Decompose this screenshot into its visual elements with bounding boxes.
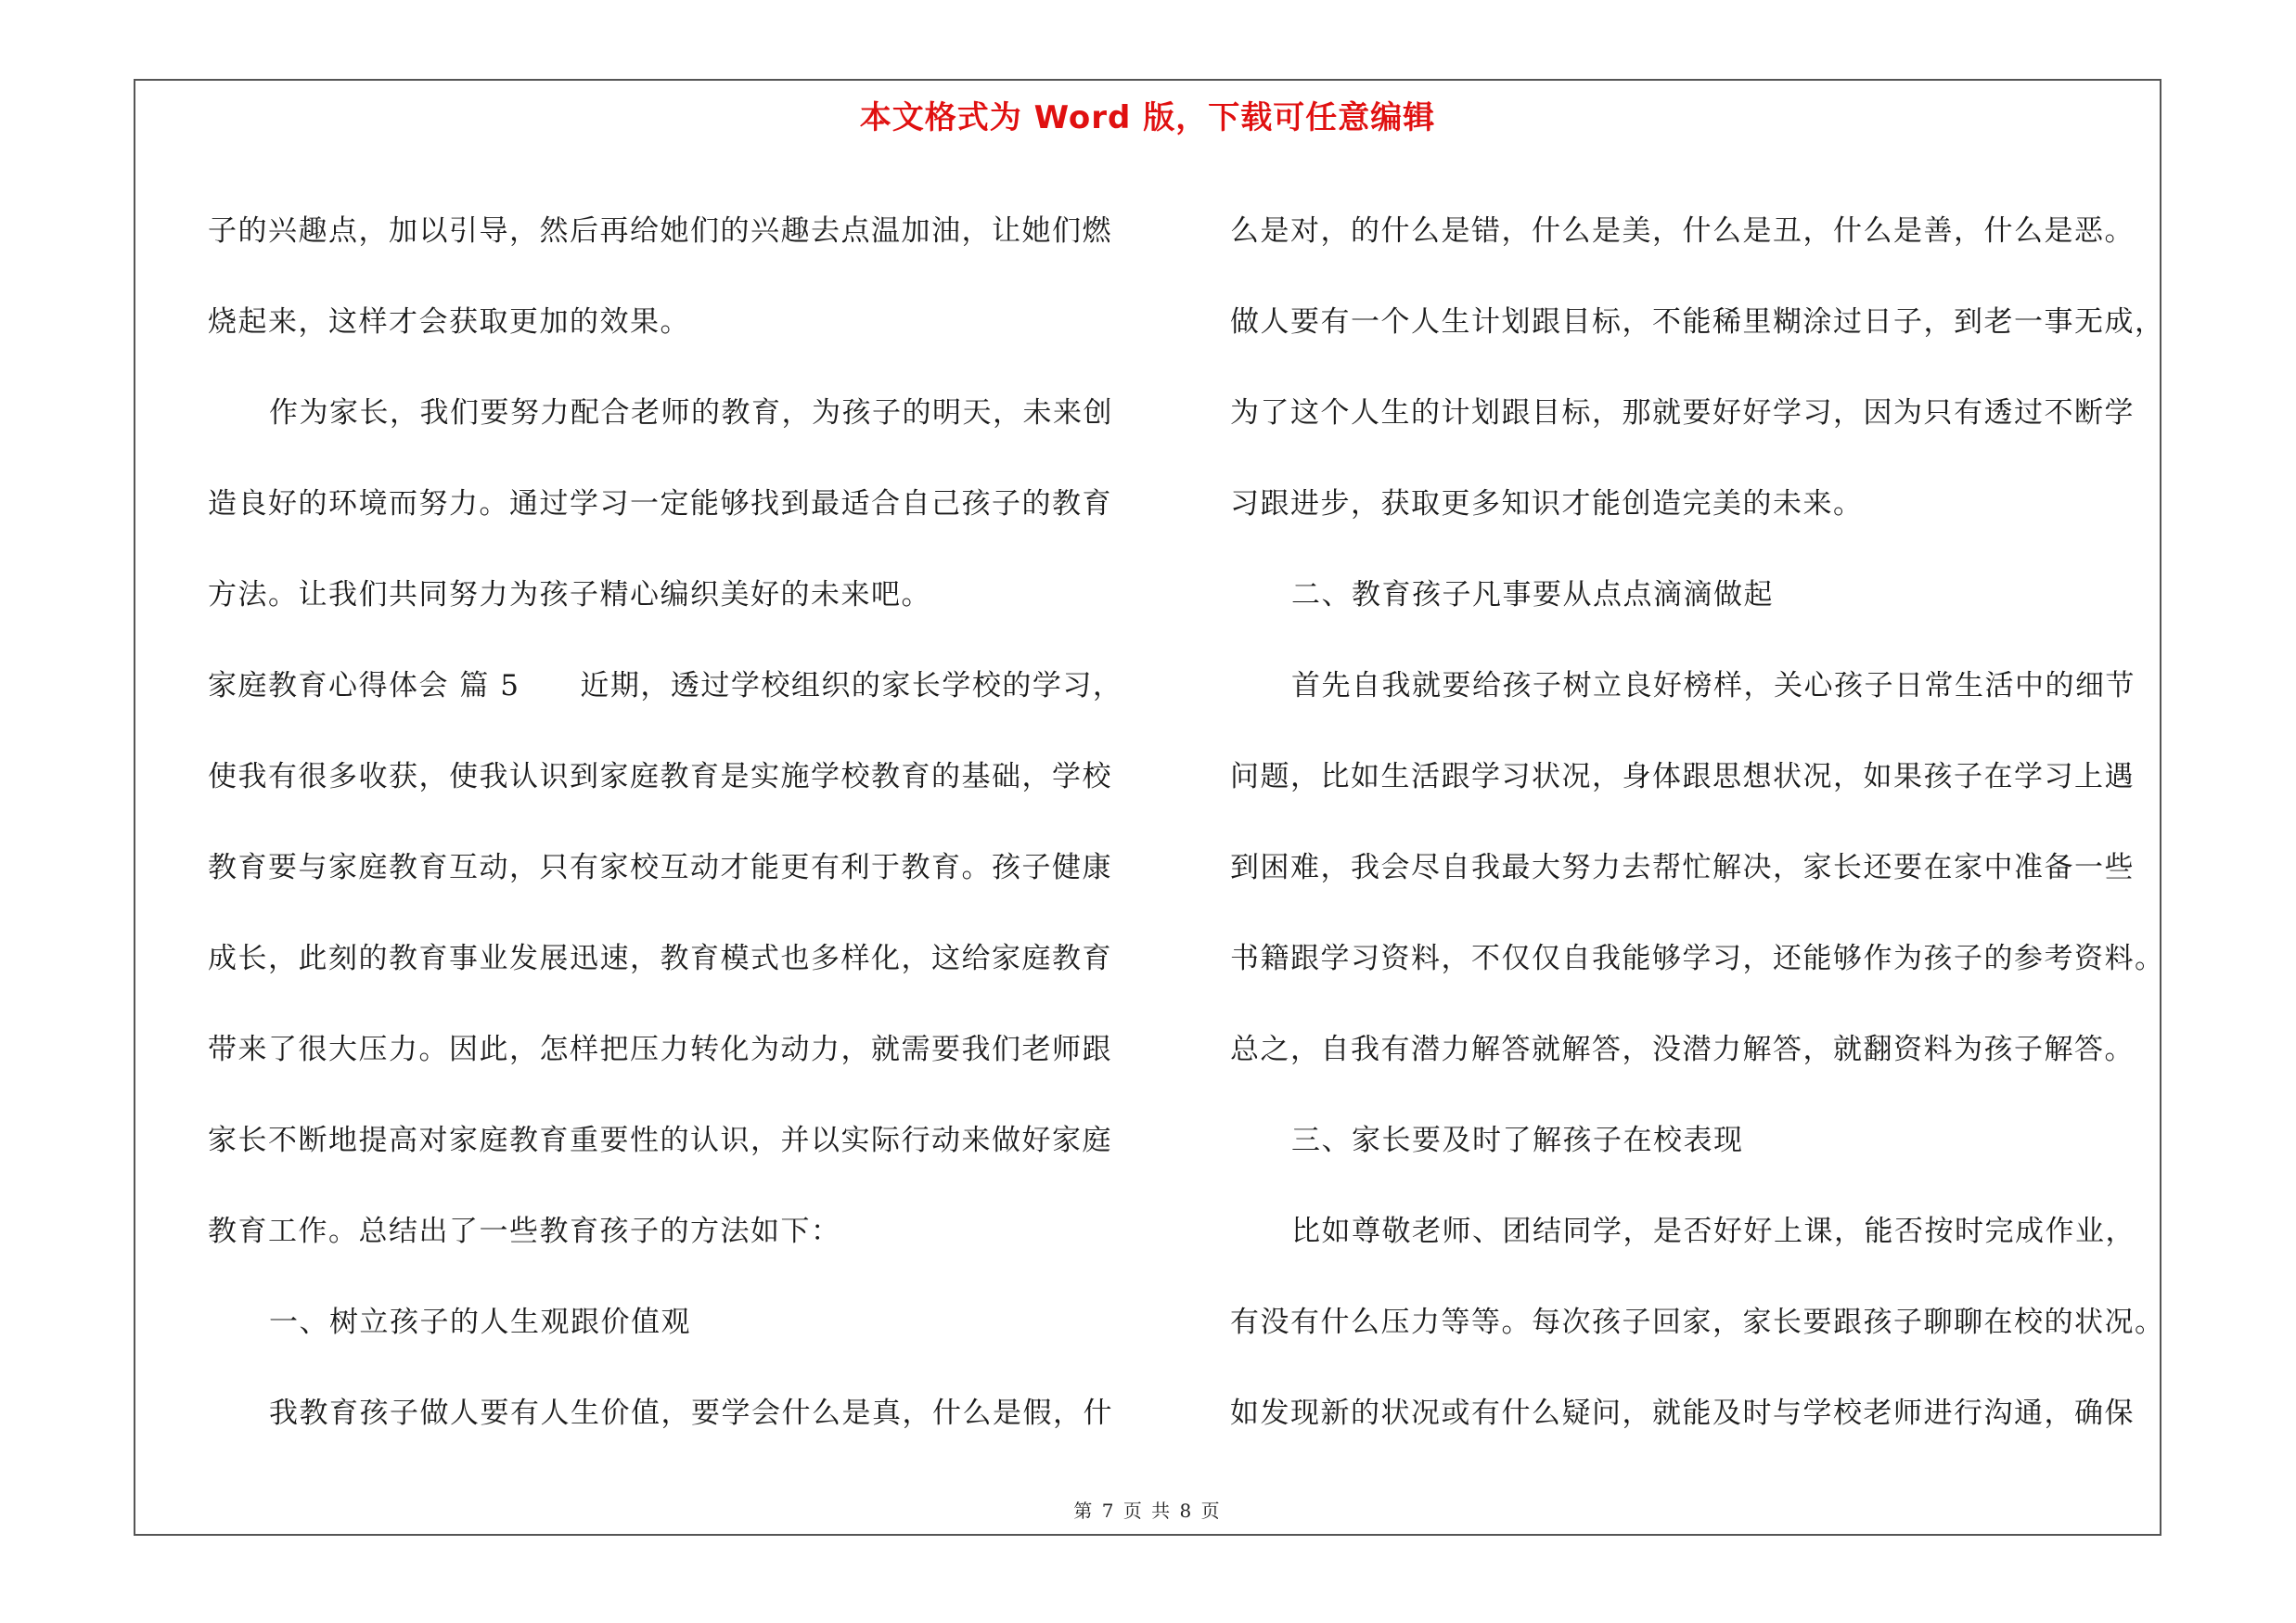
text-line: 教育工作。总结出了一些教育孩子的方法如下： (208, 1215, 841, 1248)
text-line: 使我有很多收获，使我认识到家庭教育是实施学校教育的基础，学校 (208, 760, 1112, 793)
text-line: 带来了很大压力。因此，怎样把压力转化为动力，就需要我们老师跟 (208, 1033, 1112, 1066)
right-column (1230, 186, 2165, 1459)
text-line: 烧起来，这样才会获取更加的效果。 (208, 305, 690, 339)
text-line: 做人要有一个人生计划跟目标，不能稀里糊涂过日子，到老一事无成， (1230, 305, 2165, 339)
text-line: 为了这个人生的计划跟目标，那就要好好学习，因为只有透过不断学 (1230, 396, 2135, 430)
left-column (208, 186, 1135, 1459)
text-line: 造良好的环境而努力。通过学习一定能够找到最适合自己孩子的教育 (208, 487, 1112, 521)
text-line: 成长，此刻的教育事业发展迅速，教育模式也多样化，这给家庭教育 (208, 942, 1112, 975)
text-line: 方法。让我们共同努力为孩子精心编织美好的未来吧。 (208, 578, 931, 612)
article-heading-line: 家庭教育心得体会 篇 5 近期，透过学校组织的家长学校的学习， (208, 669, 1123, 702)
text-line: 么是对，的什么是错，什么是美，什么是丑，什么是善，什么是恶。 (1230, 214, 2135, 248)
text-line: 有没有什么压力等等。每次孩子回家，家长要跟孩子聊聊在校的状况。 (1230, 1306, 2165, 1339)
text-line: 比如尊敬老师、团结同学，是否好好上课，能否按时完成作业， (1291, 1215, 2136, 1248)
section-heading: 二、教育孩子凡事要从点点滴滴做起 (1291, 578, 1774, 612)
page-number: 第 7 页 共 8 页 (1073, 1500, 1222, 1522)
text-line: 家长不断地提高对家庭教育重要性的认识，并以实际行动来做好家庭 (208, 1124, 1112, 1157)
text-line: 书籍跟学习资料，不仅仅自我能够学习，还能够作为孩子的参考资料。 (1230, 942, 2165, 975)
text-line: 教育要与家庭教育互动，只有家校互动才能更有利于教育。孩子健康 (208, 851, 1112, 884)
text-line: 我教育孩子做人要有人生价值，要学会什么是真，什么是假，什 (269, 1397, 1113, 1430)
text-line: 首先自我就要给孩子树立良好榜样，关心孩子日常生活中的细节 (1291, 669, 2136, 702)
text-line: 如发现新的状况或有什么疑问，就能及时与学校老师进行沟通，确保 (1230, 1397, 2135, 1430)
text-line: 总之，自我有潜力解答就解答，没潜力解答，就翻资料为孩子解答。 (1230, 1033, 2135, 1066)
section-heading: 三、家长要及时了解孩子在校表现 (1291, 1124, 1744, 1157)
word-format-banner: 本文格式为 Word 版，下载可任意编辑 (859, 99, 1436, 136)
page-frame (134, 79, 2165, 1536)
text-line: 子的兴趣点，加以引导，然后再给她们的兴趣去点温加油，让她们燃 (208, 214, 1112, 248)
text-line: 到困难，我会尽自我最大努力去帮忙解决，家长还要在家中准备一些 (1230, 851, 2135, 884)
text-line: 作为家长，我们要努力配合老师的教育，为孩子的明天，未来创 (269, 396, 1113, 430)
text-line: 习跟进步，获取更多知识才能创造完美的未来。 (1230, 487, 1864, 521)
text-line: 问题，比如生活跟学习状况，身体跟思想状况，如果孩子在学习上遇 (1230, 760, 2135, 793)
section-heading: 一、树立孩子的人生观跟价值观 (269, 1306, 691, 1339)
